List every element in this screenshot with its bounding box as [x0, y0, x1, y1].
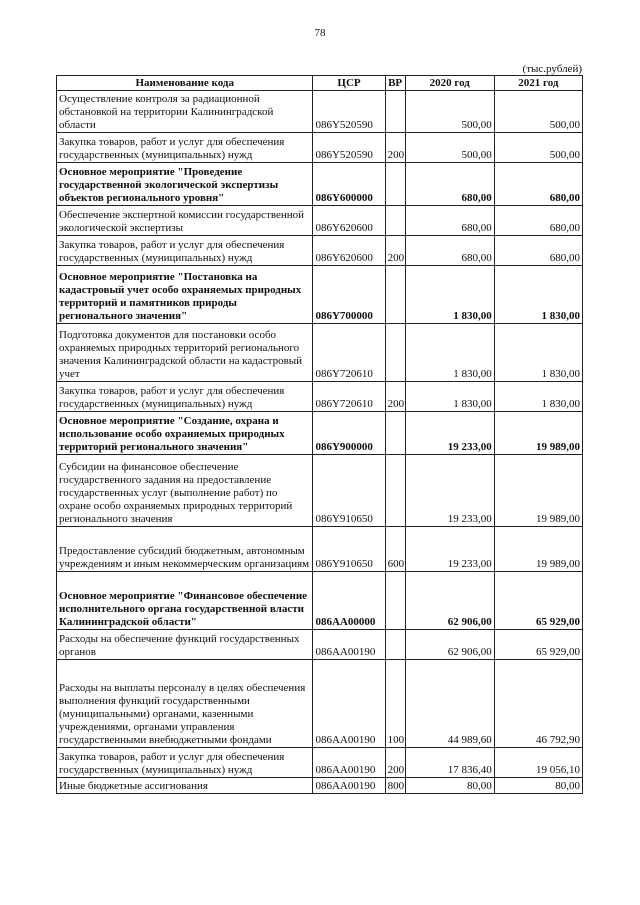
cell-vr [385, 91, 405, 133]
cell-2020: 19 233,00 [405, 527, 494, 572]
cell-vr: 200 [385, 382, 405, 412]
header-2021: 2021 год [494, 76, 582, 91]
cell-name: Основное мероприятие "Проведение государственной экологической экспертизы объектов регионального уровня" [57, 163, 313, 206]
cell-name: Закупка товаров, работ и услуг для обеспечения государственных (муниципальных) нужд [57, 236, 313, 266]
cell-2020: 680,00 [405, 206, 494, 236]
cell-csr: 086Y600000 [313, 163, 385, 206]
cell-vr: 200 [385, 133, 405, 163]
table-row [57, 630, 583, 660]
cell-name: Субсидии на финансовое обеспечение государственного задания на предоставление государственных услуг (выполнение работ) по охране особо охраняемых природных территорий регионального значения [57, 455, 313, 527]
cell-name: Осуществление контроля за радиационной обстановкой на территории Калининградской области [57, 91, 313, 133]
cell-name: Расходы на обеспечение функций государственных органов [57, 630, 313, 660]
cell-csr: 086AA00190 [313, 660, 385, 748]
table-row [57, 163, 583, 206]
cell-2021: 680,00 [494, 163, 582, 206]
table-row [57, 572, 583, 630]
cell-2020: 680,00 [405, 236, 494, 266]
cell-vr: 200 [385, 236, 405, 266]
budget-table [56, 75, 583, 794]
cell-2021: 19 989,00 [494, 455, 582, 527]
cell-2020: 44 989,60 [405, 660, 494, 748]
cell-2020: 17 836,40 [405, 748, 494, 778]
table-row [57, 748, 583, 778]
table-row [57, 412, 583, 455]
cell-csr: 086AA00190 [313, 748, 385, 778]
cell-csr: 086Y620600 [313, 236, 385, 266]
cell-vr [385, 630, 405, 660]
header-csr: ЦСР [313, 76, 385, 91]
cell-csr: 086Y910650 [313, 527, 385, 572]
cell-2021: 680,00 [494, 206, 582, 236]
cell-name: Расходы на выплаты персоналу в целях обеспечения выполнения функций государственными (муниципальными) органами, казенными учреждениями, органами управления государственными внебюджетными фондами [57, 660, 313, 748]
table-row [57, 527, 583, 572]
table-row [57, 324, 583, 382]
cell-2020: 500,00 [405, 133, 494, 163]
cell-vr: 200 [385, 748, 405, 778]
cell-name: Закупка товаров, работ и услуг для обеспечения государственных (муниципальных) нужд [57, 382, 313, 412]
table-row [57, 236, 583, 266]
cell-name: Подготовка документов для постановки особо охраняемых природных территорий регионального значения Калининградской области на кадастровый учет [57, 324, 313, 382]
cell-vr [385, 163, 405, 206]
cell-2021: 65 929,00 [494, 630, 582, 660]
cell-2021: 46 792,90 [494, 660, 582, 748]
cell-2020: 62 906,00 [405, 572, 494, 630]
cell-vr [385, 455, 405, 527]
cell-2020: 62 906,00 [405, 630, 494, 660]
cell-2021: 80,00 [494, 778, 582, 794]
cell-name: Основное мероприятие "Создание, охрана и использование особо охраняемых природных территорий регионального значения" [57, 412, 313, 455]
cell-vr [385, 266, 405, 324]
cell-csr: 086Y520590 [313, 91, 385, 133]
cell-name: Иные бюджетные ассигнования [57, 778, 313, 794]
table-row [57, 382, 583, 412]
cell-vr [385, 412, 405, 455]
header-name: Наименование кода [57, 76, 313, 91]
cell-csr: 086AA00000 [313, 572, 385, 630]
cell-vr [385, 324, 405, 382]
cell-2020: 1 830,00 [405, 266, 494, 324]
cell-2020: 1 830,00 [405, 324, 494, 382]
cell-csr: 086Y700000 [313, 266, 385, 324]
table-row [57, 455, 583, 527]
cell-2021: 1 830,00 [494, 382, 582, 412]
table-row [57, 660, 583, 748]
cell-csr: 086AA00190 [313, 778, 385, 794]
table-row [57, 778, 583, 794]
cell-2021: 500,00 [494, 133, 582, 163]
cell-2021: 19 989,00 [494, 527, 582, 572]
cell-2021: 19 056,10 [494, 748, 582, 778]
table-body [57, 91, 583, 794]
cell-2021: 1 830,00 [494, 266, 582, 324]
cell-2021: 19 989,00 [494, 412, 582, 455]
cell-2021: 680,00 [494, 236, 582, 266]
cell-vr: 100 [385, 660, 405, 748]
cell-csr: 086AA00190 [313, 630, 385, 660]
cell-2020: 19 233,00 [405, 412, 494, 455]
cell-2020: 500,00 [405, 91, 494, 133]
cell-2020: 19 233,00 [405, 455, 494, 527]
cell-csr: 086Y910650 [313, 455, 385, 527]
cell-vr: 600 [385, 527, 405, 572]
cell-2021: 65 929,00 [494, 572, 582, 630]
cell-name: Закупка товаров, работ и услуг для обеспечения государственных (муниципальных) нужд [57, 748, 313, 778]
cell-name: Основное мероприятие "Финансовое обеспечение исполнительного органа государственной власти Калининградской области" [57, 572, 313, 630]
cell-2020: 680,00 [405, 163, 494, 206]
cell-csr: 086Y620600 [313, 206, 385, 236]
cell-csr: 086Y720610 [313, 324, 385, 382]
cell-name: Основное мероприятие "Постановка на кадастровый учет особо охраняемых природных территорий и памятников природы регионального значения" [57, 266, 313, 324]
cell-vr: 800 [385, 778, 405, 794]
cell-csr: 086Y720610 [313, 382, 385, 412]
table-header-row [57, 76, 583, 91]
cell-name: Обеспечение экспертной комиссии государственной экологической экспертизы [57, 206, 313, 236]
page-number: 78 [314, 27, 326, 39]
table-row [57, 91, 583, 133]
header-vr: ВР [385, 76, 405, 91]
header-2020: 2020 год [405, 76, 494, 91]
table-row [57, 266, 583, 324]
cell-2021: 500,00 [494, 91, 582, 133]
units-note: (тыс.рублей) [522, 63, 582, 75]
cell-vr [385, 572, 405, 630]
table-row [57, 206, 583, 236]
cell-csr: 086Y520590 [313, 133, 385, 163]
cell-name: Предоставление субсидий бюджетным, автономным учреждениям и иным некоммерческим организациям [57, 527, 313, 572]
cell-2020: 80,00 [405, 778, 494, 794]
cell-2021: 1 830,00 [494, 324, 582, 382]
cell-name: Закупка товаров, работ и услуг для обеспечения государственных (муниципальных) нужд [57, 133, 313, 163]
cell-csr: 086Y900000 [313, 412, 385, 455]
cell-vr [385, 206, 405, 236]
table-row [57, 133, 583, 163]
cell-2020: 1 830,00 [405, 382, 494, 412]
